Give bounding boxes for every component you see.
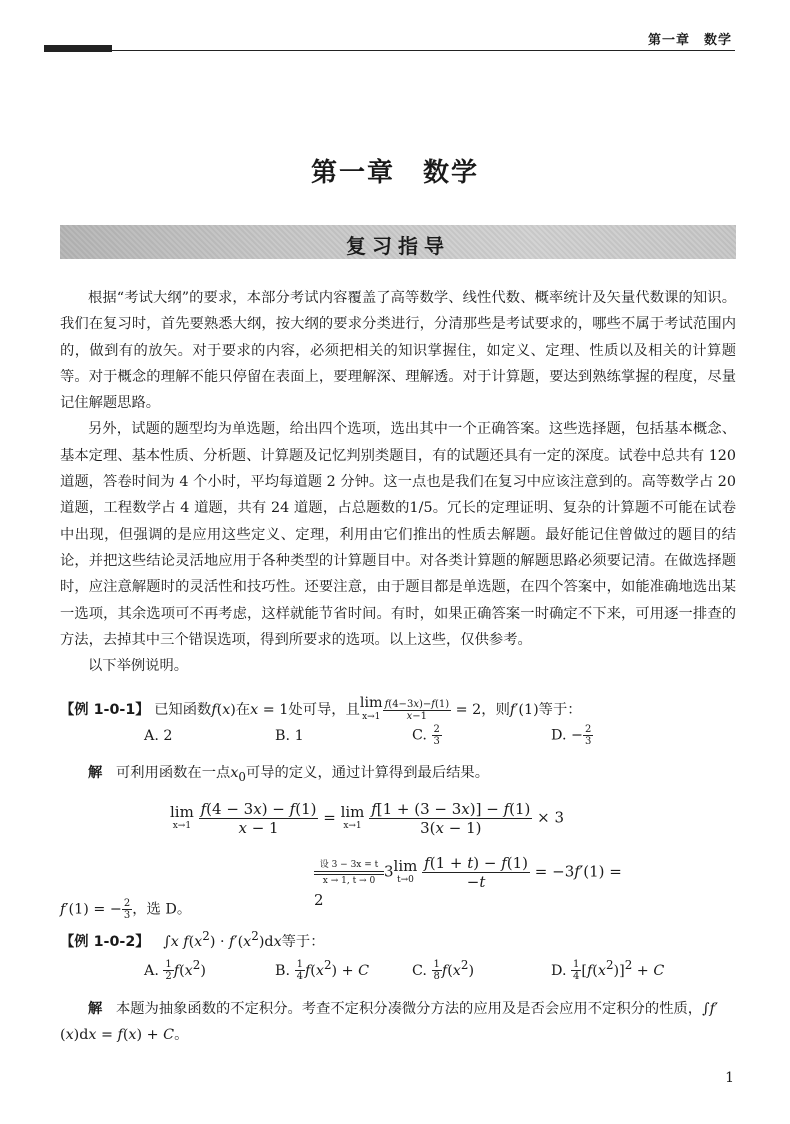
solution-label: 解 xyxy=(88,765,103,781)
option-b: B. $\frac{1}{4}$ $f(x^2) + C$ xyxy=(275,958,370,983)
equation-1: lim x→1 $\frac{f(4 - 3x) - f(1)}{x - 1}$ = lim x→1 $\frac{f[1 + (3 - 3x)] - f(1)}{3(x - 1)}$ × 3 xyxy=(170,800,565,837)
example-1-stem: 【例 1-0-1】 已知函数f(x)在x = 1处可导，且lim x→1 $\frac{f(4-3x)-f(1)}{x-1}$ = 2，则f′(1)等于： xyxy=(60,695,582,722)
conclusion-text: ，选 D。 xyxy=(132,901,192,918)
option-a: A. $\frac{1}{2}$ $f(x^2)$ xyxy=(144,958,206,983)
stem-text: ，则 xyxy=(481,702,510,718)
example-1-solution-intro: 解 可利用函数在一点$x_0$可导的定义，通过计算得到最后结果。 xyxy=(88,765,490,784)
substitution-label: 设 3 − 3x = t xyxy=(319,859,379,870)
page-header xyxy=(0,0,790,56)
option-c: C. $\frac{2}{3}$ xyxy=(412,724,440,747)
solution-text: 本题为抽象函数的不定积分。考查不定积分凑微分方法的应用及是否会应用不定积分的性质， xyxy=(115,1001,703,1017)
fraction: $\frac{f(4-3x)-f(1)}{x-1}$ xyxy=(384,698,450,722)
stem-text: 在 xyxy=(235,702,251,718)
paragraph: 根据“考试大纲”的要求，本部分考试内容覆盖了高等数学、线性代数、概率统计及矢量代数课的知识。我们在复习时，首先要熟悉大纲，按大纲的要求分类进行，分清那些是考试要求的，哪些不属于考试范围内的，做到有的放矢。对于要求的内容，必须把相关的知识掌握住，如定义、定理、性质以及相关的计算题等。对于概念的理解不能只停留在表面上，要理解深、理解透。对于计算题，要达到熟练掌握的程度，尽量记住解题思路。 xyxy=(60,290,736,412)
stem-text: 等于： xyxy=(538,702,582,718)
limit-symbol: lim x→1 xyxy=(359,695,383,722)
solution-text: 。 xyxy=(174,1027,189,1043)
substitution-condition: x → 1, t → 0 xyxy=(322,875,376,886)
stem-text: 已知函数 xyxy=(154,702,212,718)
section-banner xyxy=(60,225,736,259)
example-2-stem: 【例 1-0-2】 ∫x $f(x^2) \cdot f'(x^2)dx$等于： xyxy=(60,929,325,950)
solution-label: 解 xyxy=(88,1001,103,1017)
example-label: 【例 1-0-2】 xyxy=(60,933,150,950)
solution-text: 可导的定义，通过计算得到最后结果。 xyxy=(245,765,490,781)
section-banner-title: 复习指导 xyxy=(346,234,450,258)
option-c: C. $\frac{1}{8}$ $f(x^2)$ xyxy=(412,958,475,983)
example-2-solution: 解 本题为抽象函数的不定积分。考查不定积分凑微分方法的应用及是否会应用不定积分的性质，∫f′(x)dx = f(x) + C。 xyxy=(60,1001,719,1043)
stem-text: 等于： xyxy=(281,933,325,950)
header-rule xyxy=(44,50,735,51)
running-title: 第一章 数学 xyxy=(647,33,732,48)
solution-text: 可利用函数在一点 xyxy=(115,765,231,781)
stem-text: 处可导，且 xyxy=(288,702,360,718)
example-label: 【例 1-0-1】 xyxy=(60,702,150,718)
option-d: D. $\frac{1}{4}$ $[f(x^2)]^2 + C$ xyxy=(551,958,665,983)
paragraph: 另外，试题的题型均为单选题，给出四个选项，选出其中一个正确答案。这些选择题，包括基本概念、基本定理、基本性质、分析题、计算题及记忆判别类题目，有的试题还具有一定的深度。试卷中总共有 120 道题，答卷时间为 4 个小时，平均每道题 2 分钟。这一点也是我们在复习中应该注意到的。高等数学占 20 道题，工程数学占 4 道题，共有 24 道题，占总题数的1/5。冗长的定理证明、复杂的计算题不可能在试卷中出现，但强调的是应用这些定义、定理，利用由它们推出的性质去解题。最好能记住曾做过的题目的结论，并把这些结论灵活地应用于各种类型的计算题目中。对各类计算题的解题思路必须要记清。在做选择题时，应注意解题时的灵活性和技巧性。还要注意，由于题目都是单选题，在四个答案中，如能准确地选出某一选项，其余选项可不再考虑，这样就能节省时间。有时，如果正确答案一时确定不下来，可用逐一排查的方法，去掉其中三个错误选项，得到所要求的选项。以上这些，仅供参考。 xyxy=(60,421,736,648)
option-b: B. 1 xyxy=(275,728,304,744)
intro-text xyxy=(60,285,736,679)
example-1-conclusion: f′(1) = − $\frac{2}{3}$ ，选 D。 xyxy=(60,898,192,921)
option-a: A. 2 xyxy=(144,728,173,744)
chapter-title: 第一章 数学 xyxy=(310,158,479,188)
paragraph: 以下举例说明。 xyxy=(88,658,189,675)
page-number: 1 xyxy=(725,1070,734,1086)
option-d: D. − $\frac{2}{3}$ xyxy=(551,724,592,747)
equation-2: 设 3 − 3x = t x → 1, t → 0 3lim t→0 $\frac{f(1 + t) - f(1)}{-t}$ = −3f′(1) = 2 xyxy=(314,854,622,909)
